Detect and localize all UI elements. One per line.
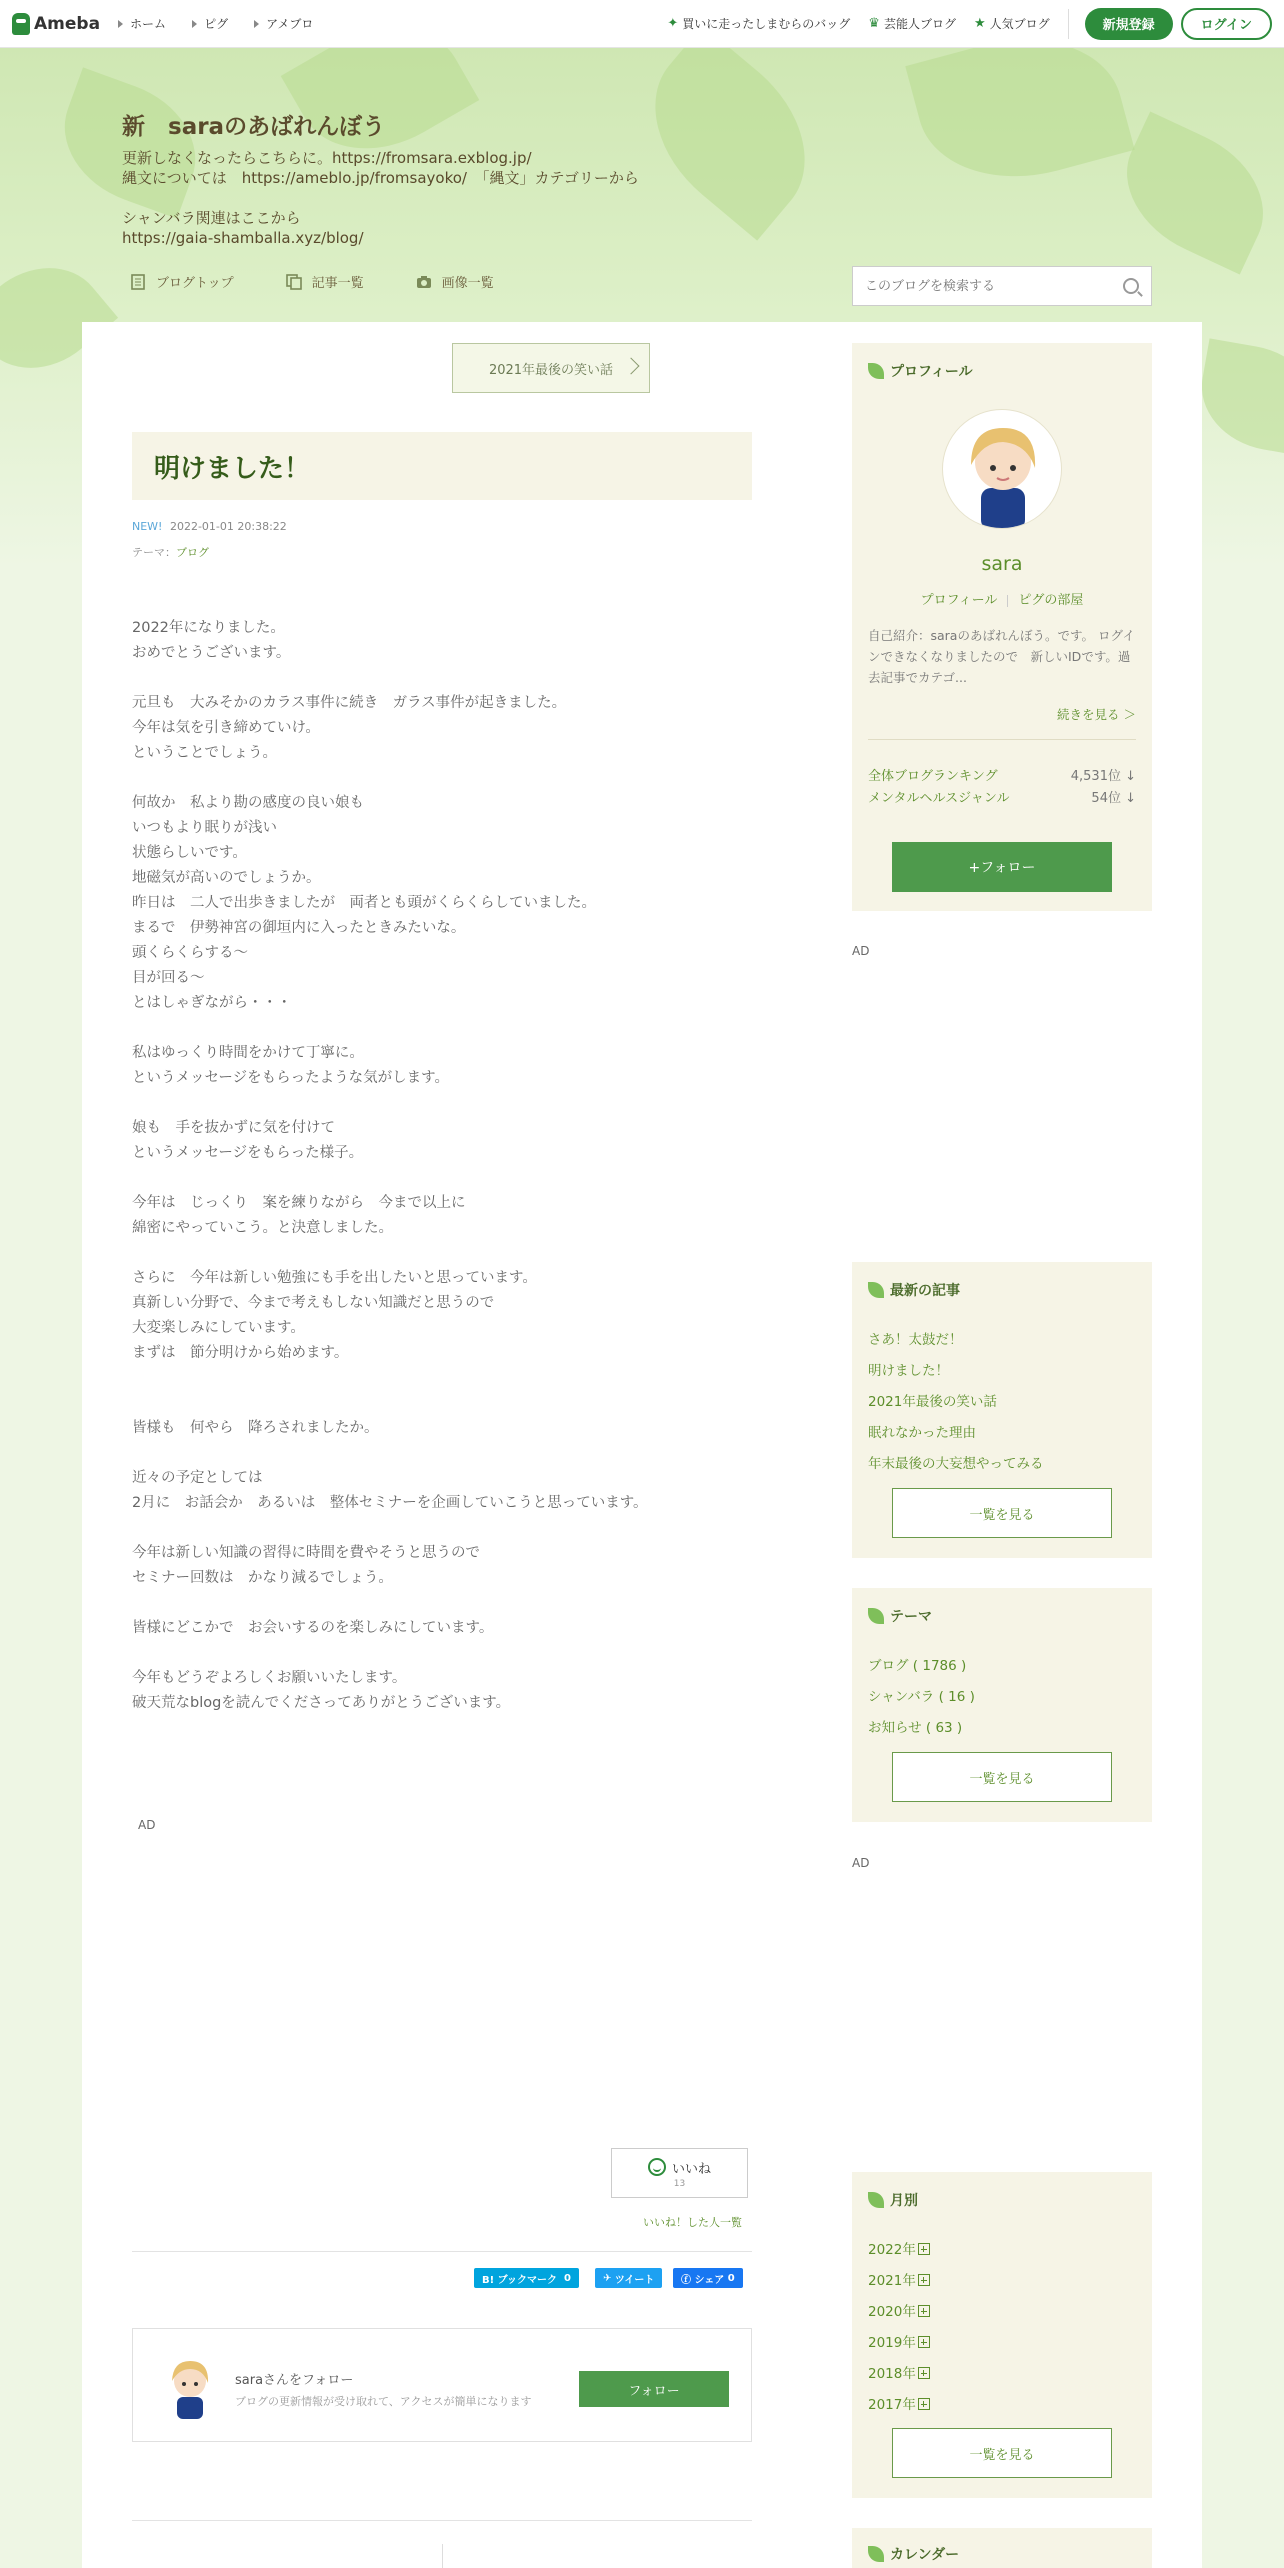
liked-users-link[interactable]: いいね！した人一覧 <box>643 2216 742 2229</box>
fb-label: シェア <box>694 2274 725 2286</box>
article-theme <box>132 544 209 560</box>
ameba-logo-icon <box>12 13 30 35</box>
expand-plus-icon[interactable] <box>918 2398 930 2410</box>
profile-links <box>852 589 1152 608</box>
monthly-list <box>868 2238 930 2424</box>
month-item[interactable] <box>868 2393 930 2424</box>
avatar-image <box>943 410 1062 529</box>
expand-plus-icon[interactable] <box>918 2243 930 2255</box>
top-navigation <box>0 0 1284 48</box>
leaf-decoration <box>905 48 1134 201</box>
month-item[interactable] <box>868 2238 930 2269</box>
recent-all-button[interactable]: 一覧を見る <box>892 1488 1112 1538</box>
month-label: 2019年 <box>868 2335 916 2351</box>
divider <box>132 2520 752 2521</box>
chevron-right-icon <box>623 358 640 375</box>
themes-heading-text: テーマ <box>890 1609 932 1625</box>
blog-search-box <box>852 266 1152 306</box>
blog-description: 更新しなくなったらこちらに。https://fromsara.exblog.jp/ 縄文については https://ameblo.jp/fromsayoko/ 「縄文」カテゴリーから シャンバラ関連はここから https://gaia-shamballa.xyz/blog/ <box>122 149 639 247</box>
document-icon <box>130 274 146 290</box>
facebook-share-button[interactable] <box>673 2268 743 2288</box>
nav-pigg[interactable]: ピグ <box>192 15 228 32</box>
article-body: 2022年になりました。 おめでとうございます。 元旦も 大みそかのカラス事件に続き ガラス事件が起きました。 今年は気を引き締めていけ。 ということでしょう。 何故か 私より勘の感度の良い娘も いつもより眠りが浅い 状態らしいです。 地磁気が高いのでしょうか。 昨日は 二人で出歩きましたが 両者とも頭がくらくらしていました。 まるで 伊勢神宮の御垣内に入ったときみたいな。 頭くらくらする～ 目が回る～ とはしゃぎながら・・・ 私はゆっくり時間をかけて丁寧に。 というメッセージをもらったような気がします。 娘も 手を抜かずに気を付けて というメッセージをもらった様子。 今年は じっくり 案を練りながら 今まで以上に 綿密にやっていこう。と決意しました。 さらに 今年は新しい勉強にも手を出したいと思っています。 真新しい分野で、今まで考えもしない知識だと思うので 大変楽しみにしています。 まずは 節分明けから始めます。 皆様も 何やら 降ろされましたか。 近々の予定としては 2月に お話会か あるいは 整体セミナーを企画していこうと思っています。 今年は新しい知識の習得に時間を費やそうと思うので セミナー回数は かなり減るでしょう。 皆様にどこかで お会いするのを楽しみにしています。 今年もどうぞよろしくお願いいたします。 破天荒なblogを読んでくださってありがとうございます。 <box>132 620 648 1711</box>
expand-plus-icon[interactable] <box>918 2367 930 2379</box>
nav-popular-label: 人気ブログ <box>989 17 1050 31</box>
ranking-label: 全体ブログランキング <box>868 769 998 784</box>
sidebar-ad-label: AD <box>852 1856 870 1870</box>
recent-item[interactable]: 明けました！ <box>868 1363 949 1379</box>
leaf-icon <box>868 2546 884 2562</box>
calendar-box <box>852 2528 1152 2568</box>
previous-article-title: 2021年最後の笑い話 <box>488 362 614 378</box>
blog-nav <box>130 272 546 291</box>
like-button[interactable] <box>611 2148 748 2198</box>
recent-articles-box <box>852 1262 1152 1558</box>
follow-description: ブログの更新情報が受け取れて、アクセスが簡単になります <box>235 2395 532 2408</box>
camera-icon <box>416 274 432 290</box>
leaf-icon <box>868 363 884 379</box>
themes-list <box>868 1654 975 1747</box>
profile-more-link[interactable]: 続きを見る ＞ <box>1057 707 1136 722</box>
recent-item[interactable]: 年末最後の大妄想やってみる <box>868 1456 1044 1472</box>
pager-divider <box>442 2544 443 2568</box>
profile-name[interactable]: sara <box>981 553 1023 575</box>
article-list-link[interactable] <box>286 272 364 291</box>
sidebar-ad-label: AD <box>852 944 870 958</box>
expand-plus-icon[interactable] <box>918 2274 930 2286</box>
monthly-heading-text: 月別 <box>890 2193 918 2209</box>
recent-heading <box>868 1280 960 1300</box>
image-list-link[interactable] <box>416 272 494 291</box>
nav-popular-blog[interactable] <box>974 15 1050 32</box>
follow-box <box>132 2328 752 2442</box>
profile-heading <box>868 361 973 381</box>
themes-heading <box>868 1606 932 1626</box>
tweet-label: ツイート <box>614 2274 655 2286</box>
facebook-icon: ⓕ <box>681 2274 691 2286</box>
tweet-button[interactable] <box>595 2268 662 2288</box>
crown-icon: ♛ <box>868 16 880 31</box>
month-label: 2021年 <box>868 2273 916 2289</box>
themes-all-button[interactable]: 一覧を見る <box>892 1752 1112 1802</box>
profile-heading-text: プロフィール <box>890 364 973 380</box>
nav-trending-label: 買いに走ったしまむらのバッグ <box>682 17 851 31</box>
month-item[interactable] <box>868 2269 930 2300</box>
article-meta <box>132 520 287 533</box>
month-label: 2017年 <box>868 2397 916 2413</box>
calendar-heading-text: カレンダー <box>890 2547 960 2563</box>
article-title-box <box>132 432 752 500</box>
nav-celebrity-blog[interactable] <box>868 15 956 32</box>
star-icon: ★ <box>973 16 986 31</box>
profile-box <box>852 343 1152 911</box>
nav-home[interactable]: ホーム <box>118 15 166 32</box>
theme-label: テーマ： <box>132 546 176 559</box>
theme-item[interactable]: シャンバラ ( 16 ) <box>868 1689 975 1705</box>
theme-link[interactable]: ブログ <box>176 546 209 559</box>
month-label: 2020年 <box>868 2304 916 2320</box>
month-item[interactable] <box>868 2362 930 2393</box>
profile-link[interactable]: プロフィール <box>920 593 998 608</box>
like-count: 13 <box>673 2178 686 2189</box>
hatena-label: B! ブックマーク <box>482 2274 557 2286</box>
recent-heading-text: 最新の記事 <box>890 1283 960 1299</box>
nav-celebrity-label: 芸能人ブログ <box>883 17 956 31</box>
monthly-box <box>852 2172 1152 2498</box>
fb-count: 0 <box>727 2272 735 2284</box>
pigg-room-link[interactable]: ピグの部屋 <box>1018 593 1084 608</box>
ranking-row[interactable] <box>868 787 1136 806</box>
leaf-icon <box>868 1608 884 1624</box>
ranking-value: 54位 ↓ <box>1091 791 1136 806</box>
copy-icon <box>286 274 302 290</box>
leaf-decoration <box>1192 338 1284 457</box>
logo-text: Ameba <box>34 13 101 34</box>
follow-button[interactable]: フォロー <box>579 2371 729 2407</box>
sparkle-icon: ✦ <box>667 16 679 31</box>
article-list-label: 記事一覧 <box>311 276 364 291</box>
month-label: 2018年 <box>868 2366 916 2382</box>
recent-item[interactable]: さあ！太鼓だ！ <box>868 1332 963 1348</box>
new-badge: NEW! <box>132 520 163 533</box>
blog-top-label: ブログトップ <box>156 276 234 291</box>
leaf-icon <box>868 2192 884 2208</box>
divider <box>868 739 1136 740</box>
theme-item[interactable]: ブログ ( 1786 ) <box>868 1658 967 1674</box>
recent-item[interactable]: 2021年最後の笑い話 <box>868 1394 997 1410</box>
nav-divider <box>1068 9 1069 39</box>
ranking-label: メンタルヘルスジャンル <box>868 791 1010 806</box>
hatena-count: 0 <box>563 2272 571 2284</box>
like-label: いいね <box>671 2161 711 2177</box>
expand-plus-icon[interactable] <box>918 2305 930 2317</box>
monthly-all-button[interactable]: 一覧を見る <box>892 2428 1112 2478</box>
login-button[interactable]: ログイン <box>1181 8 1272 40</box>
blog-title[interactable]: 新 saraのあばれんぼう <box>122 114 386 140</box>
ranking-value: 4,531位 ↓ <box>1070 769 1136 784</box>
month-item[interactable] <box>868 2300 930 2331</box>
profile-avatar[interactable] <box>942 409 1062 529</box>
leaf-icon <box>868 1282 884 1298</box>
user-avatar <box>159 2355 221 2421</box>
nav-ameblo[interactable]: アメブロ <box>254 15 313 32</box>
article-datetime: 2022-01-01 20:38:22 <box>169 520 287 533</box>
recent-item[interactable]: 眠れなかった理由 <box>868 1425 976 1441</box>
blog-search-input[interactable] <box>865 279 1123 294</box>
recent-list <box>868 1328 1044 1483</box>
leaf-decoration <box>619 48 840 241</box>
signup-button[interactable]: 新規登録 <box>1085 8 1173 40</box>
ranking-row[interactable] <box>868 765 1136 784</box>
nav-trending[interactable] <box>667 15 850 32</box>
month-item[interactable] <box>868 2331 930 2362</box>
divider <box>132 2251 752 2252</box>
monthly-heading <box>868 2190 918 2210</box>
theme-item[interactable]: お知らせ ( 63 ) <box>868 1720 963 1736</box>
month-label: 2022年 <box>868 2242 916 2258</box>
blog-top-link[interactable] <box>130 272 234 291</box>
expand-plus-icon[interactable] <box>918 2336 930 2348</box>
ameba-logo[interactable] <box>12 13 100 35</box>
twitter-bird-icon: ✈ <box>603 2272 612 2284</box>
nav-right <box>667 8 1284 40</box>
previous-article-link[interactable] <box>452 343 650 393</box>
smile-icon <box>648 2158 666 2176</box>
profile-intro: 自己紹介：saraのあばれんぼう。です。 ログインできなくなりましたので 新しいIDです。過去記事でカテゴ... <box>868 628 1135 685</box>
themes-box <box>852 1588 1152 1822</box>
nav-links <box>118 15 339 32</box>
search-icon[interactable] <box>1123 278 1139 294</box>
hatena-bookmark-button[interactable] <box>474 2268 579 2288</box>
calendar-heading <box>868 2544 959 2564</box>
follow-title: saraさんをフォロー <box>235 2373 354 2388</box>
article-title[interactable]: 明けました！ <box>154 453 311 484</box>
divider <box>1007 595 1008 607</box>
profile-follow-button[interactable]: +フォロー <box>892 842 1112 892</box>
image-list-label: 画像一覧 <box>441 276 494 291</box>
ad-label: AD <box>138 1818 156 1832</box>
